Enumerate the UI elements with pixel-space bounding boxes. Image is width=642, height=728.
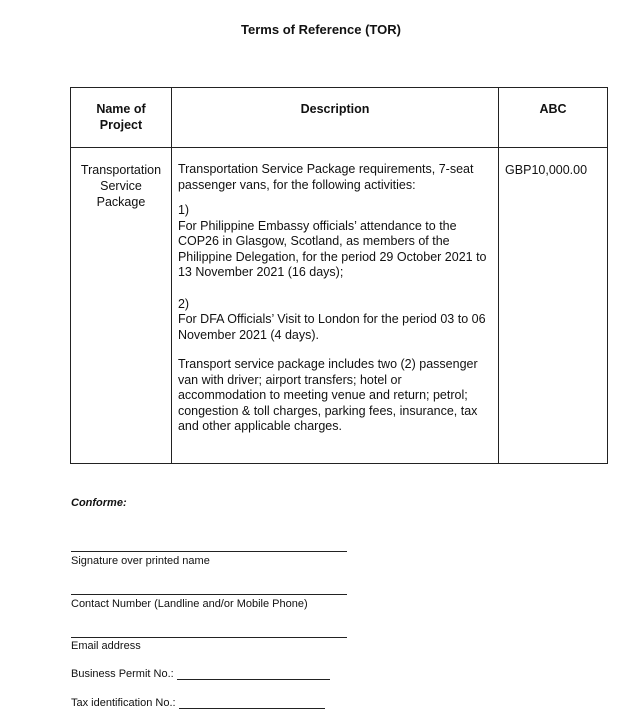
tax-id-field	[71, 697, 325, 709]
header-name-of-project: Name of Project	[71, 88, 172, 148]
table-row	[71, 148, 608, 464]
project-name-cell: Transportation Service Package	[71, 148, 172, 464]
email-label: Email address	[71, 640, 141, 652]
tax-id-blank[interactable]	[179, 697, 325, 709]
business-permit-blank[interactable]	[177, 668, 330, 680]
description-cell	[171, 148, 498, 464]
header-description: Description	[171, 88, 498, 148]
inclusions-text: Transport service package includes two (2) passenger van with driver; airport transfers; hotel or accommodation to meeting venue and return; petrol; congestion & toll charges, parking fees, insurance, tax and other applicable charges.	[177, 357, 478, 433]
item-1-number: 1)	[177, 203, 190, 217]
signature-line[interactable]	[71, 551, 347, 552]
item-2-text: For DFA Officials’ Visit to London for the period 03 to 06 November 2021 (4 days).	[177, 312, 486, 342]
tor-table	[70, 87, 608, 464]
table-header-row	[71, 88, 608, 148]
header-abc: ABC	[499, 88, 608, 148]
email-line[interactable]	[71, 637, 347, 638]
item-1-text: For Philippine Embassy officials’ attendance to the COP26 in Glasgow, Scotland, as members of the Philippine Delegation, for the period 29 October 2021 to 13 November 2021 (16 days);	[177, 218, 487, 279]
document-title: Terms of Reference (TOR)	[241, 22, 401, 37]
item-2-number: 2)	[177, 296, 190, 311]
description-intro: Transportation Service Package requirements, 7-seat passenger vans, for the following activities:	[177, 162, 474, 192]
contact-number-line[interactable]	[71, 594, 347, 595]
business-permit-field	[71, 668, 330, 680]
signature-label: Signature over printed name	[71, 555, 210, 567]
conforme-heading: Conforme:	[71, 497, 127, 509]
abc-amount-cell: GBP10,000.00	[499, 148, 608, 464]
contact-number-label: Contact Number (Landline and/or Mobile Phone)	[71, 598, 308, 610]
business-permit-label: Business Permit No.:	[71, 668, 174, 680]
tax-id-label: Tax identification No.:	[71, 697, 176, 709]
